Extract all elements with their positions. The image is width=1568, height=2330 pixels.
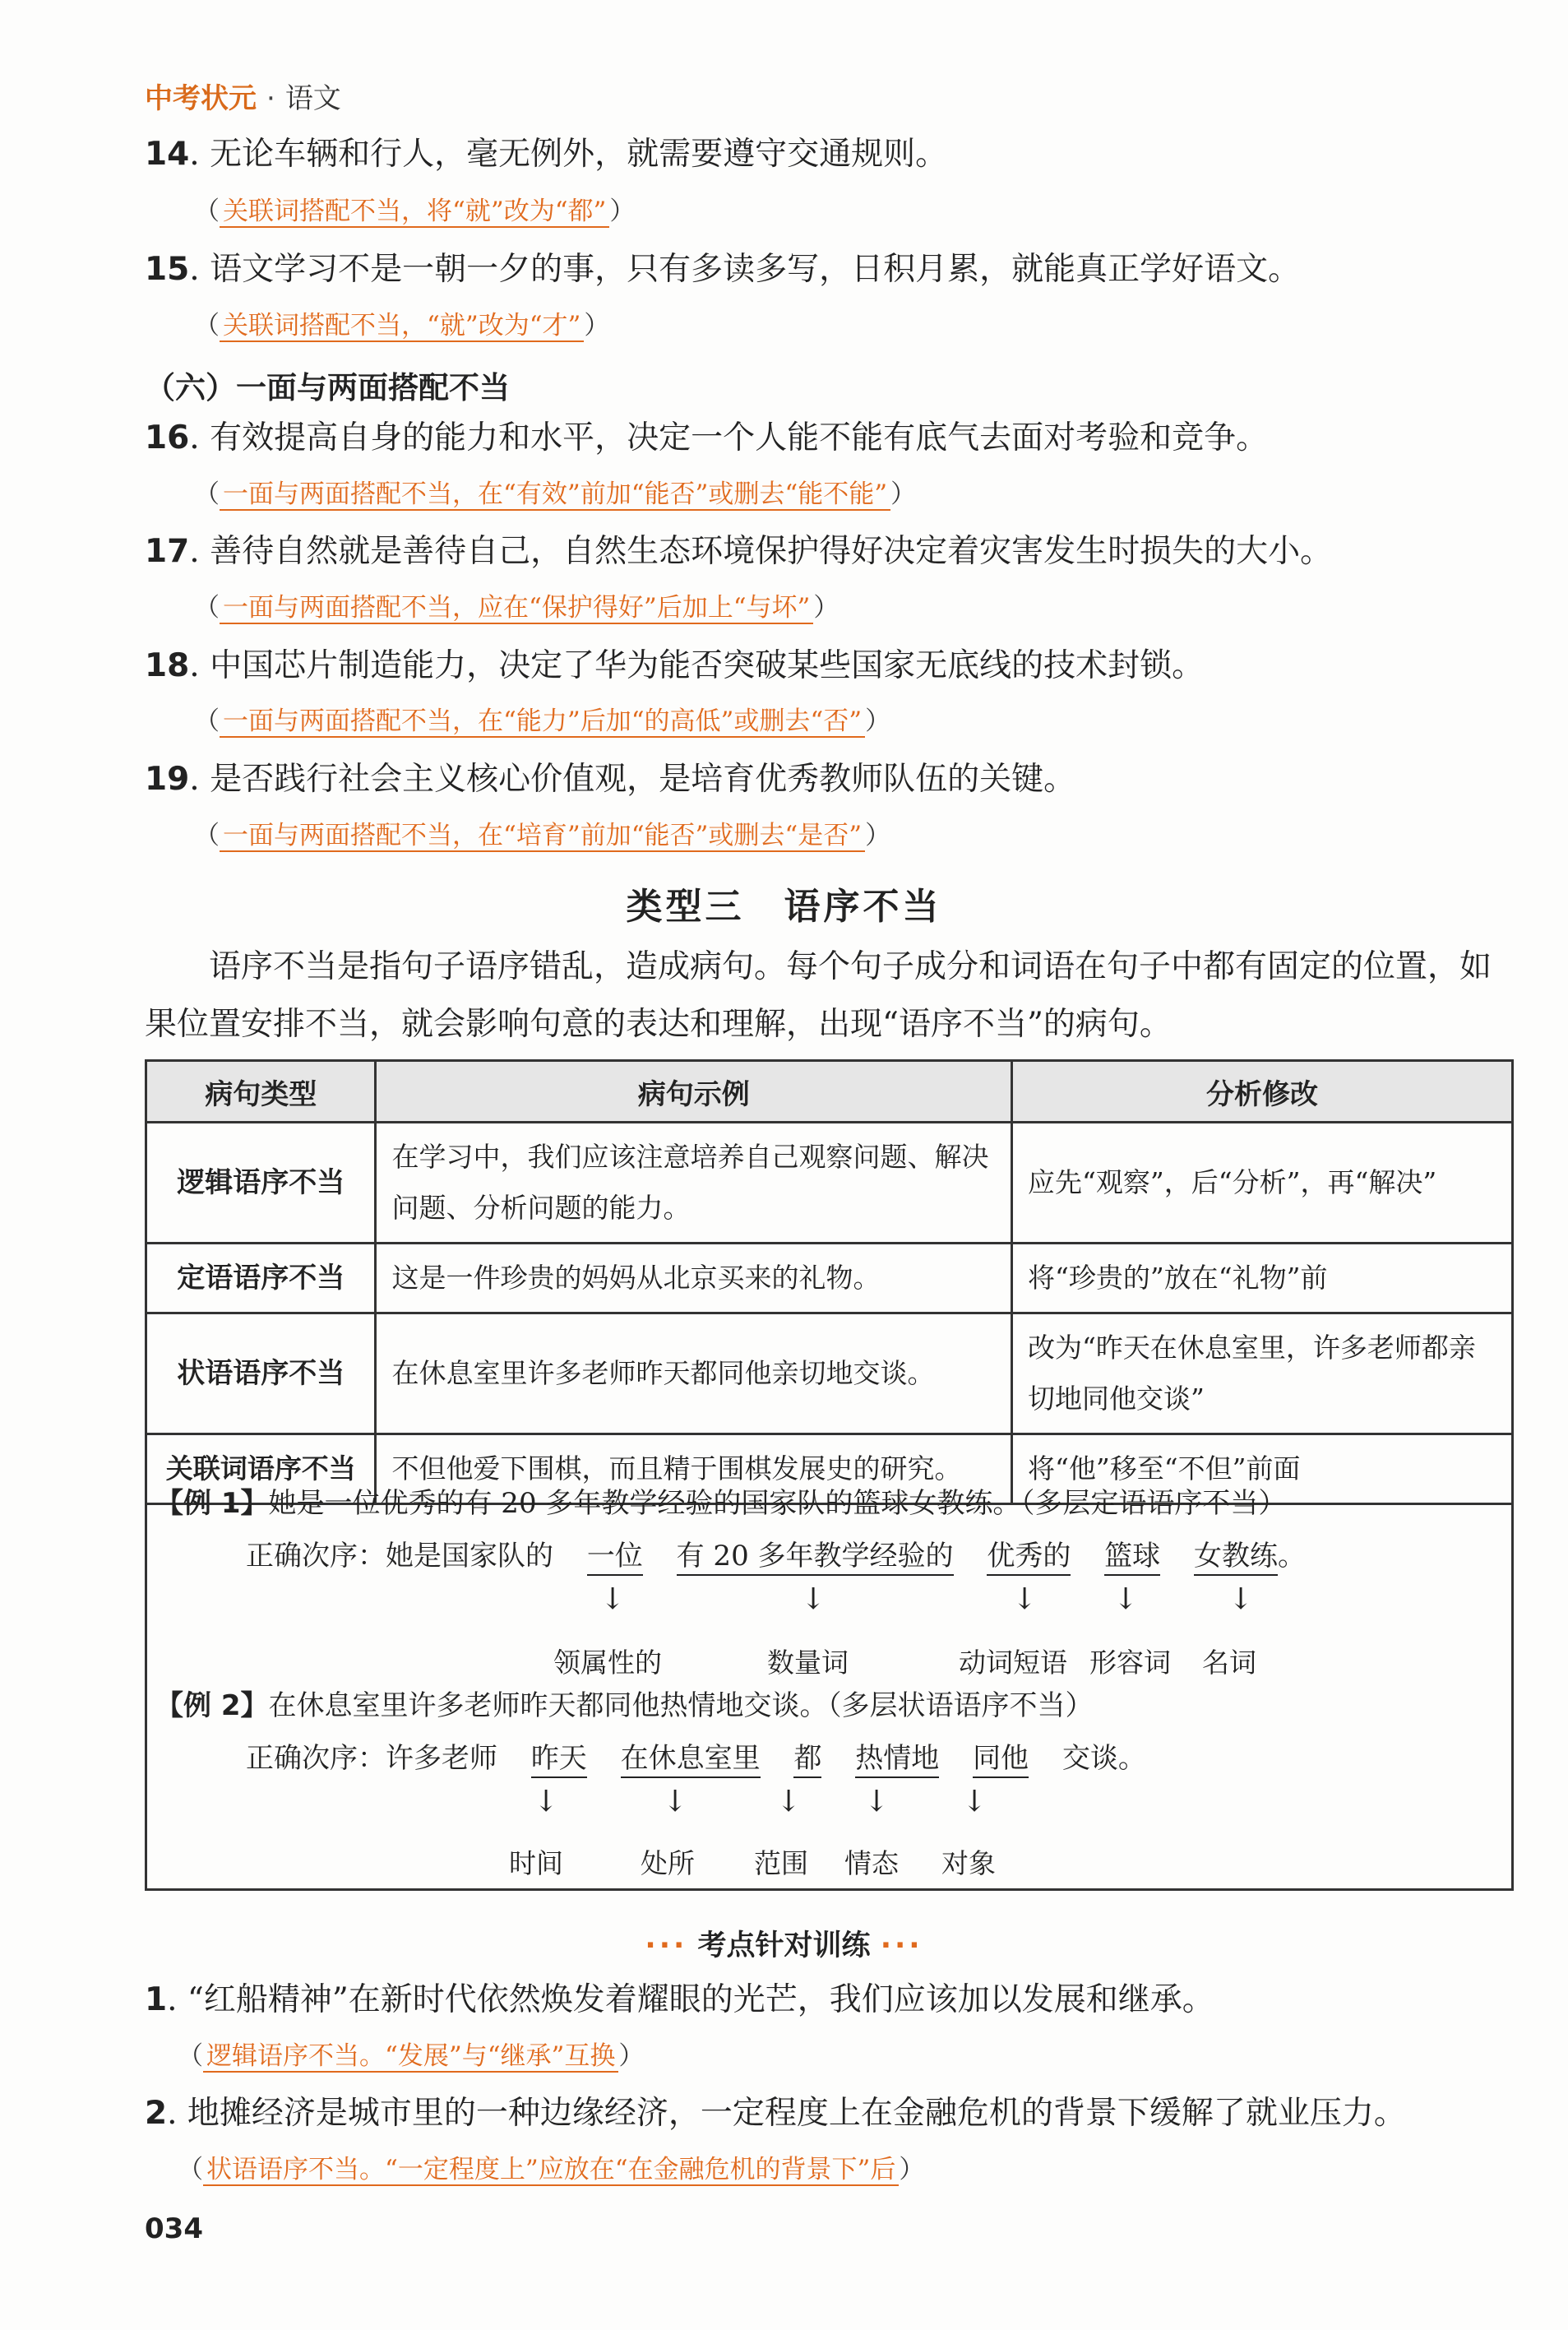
question-number: 16 [145, 419, 190, 456]
question-text: . “红船精神”在新时代依然焕发着耀眼的光芒，我们应该加以发展和继承。 [167, 1981, 1214, 2018]
section-heading: （六）一面与两面搭配不当 [145, 370, 510, 405]
answer-text: 一面与两面搭配不当，在“培育”前加“能否”或删去“是否” [220, 821, 865, 852]
order-prefix: 正确次序：许多老师 [246, 1742, 497, 1775]
order-tag: 数量词 [767, 1647, 849, 1679]
question-text: . 语文学习不是一朝一夕的事，只有多读多写，日积月累，就能真正学好语文。 [189, 251, 1301, 288]
question-number: 19 [145, 761, 190, 798]
arrow-icon: ↓ [864, 1785, 890, 1818]
order-tag: 范围 [754, 1847, 808, 1879]
question-text: . 有效提高自身的能力和水平，决定一个人能不能有底气去面对考验和竞争。 [189, 419, 1269, 456]
order-tag: 时间 [509, 1847, 563, 1879]
arrow-icon: ↓ [801, 1582, 826, 1616]
answer-text: 逻辑语序不当。“发展”与“继承”互换 [203, 2041, 618, 2073]
bracket-close: ） [609, 197, 636, 226]
answer-text: 关联词搭配不当，将“就”改为“都” [220, 197, 609, 228]
order-tag: 情态 [844, 1847, 899, 1879]
bracket-open: （ [178, 2041, 203, 2071]
order-part: 女教练 [1194, 1540, 1278, 1576]
dots-left: ··· [645, 1929, 688, 1962]
answer-text: 关联词搭配不当，“就”改为“才” [220, 311, 584, 342]
question-number: 18 [145, 647, 190, 684]
order-tag: 处所 [641, 1847, 695, 1879]
example-sentence: 在休息室里许多老师昨天都同他热情地交谈。（多层状语语序不当） [268, 1689, 1094, 1722]
question-17 [145, 529, 1332, 575]
training-title: 考点针对训练 [697, 1929, 871, 1962]
examples-box [145, 1467, 1514, 1891]
order-tag: 名词 [1202, 1647, 1256, 1679]
answer-text: 状语语序不当。“一定程度上”应放在“在金融危机的背景下”后 [203, 2155, 899, 2186]
table-header: 病句类型 [146, 1061, 376, 1123]
order-part: 热情地 [855, 1742, 939, 1778]
row-example: 在学习中，我们应该注意培养自己观察问题、解决问题、分析问题的能力。 [376, 1123, 1011, 1244]
question-number: 2 [145, 2095, 168, 2132]
row-fix: 将“珍贵的”放在“礼物”前 [1011, 1244, 1512, 1313]
example-2-order [246, 1735, 1146, 1776]
row-type: 状语语序不当 [146, 1313, 376, 1434]
order-tag: 对象 [941, 1847, 996, 1879]
row-example: 在休息室里许多老师昨天都同他亲切地交谈。 [376, 1313, 1011, 1434]
order-part: 同他 [973, 1742, 1029, 1778]
example-1-order [246, 1533, 1306, 1573]
type-title: 类型三 语序不当 [626, 886, 942, 928]
answer-text: 一面与两面搭配不当，在“有效”前加“能否”或删去“能不能” [220, 479, 890, 511]
question-15 [145, 247, 1300, 293]
training-heading [0, 1923, 1568, 1964]
order-part: 优秀的 [987, 1540, 1071, 1576]
question-14 [145, 132, 947, 178]
bracket-close: ） [865, 706, 891, 736]
order-part: 都 [793, 1742, 821, 1778]
table-row [146, 1244, 1513, 1313]
order-part: 在休息室里 [621, 1742, 761, 1778]
order-prefix: 正确次序：她是国家队的 [246, 1540, 553, 1573]
training-question-2 [145, 2091, 1406, 2137]
bracket-close: ） [865, 821, 891, 850]
bracket-close: ） [899, 2155, 925, 2184]
table-header-row [146, 1061, 1513, 1123]
question-16 [145, 415, 1268, 461]
page-header [145, 76, 341, 116]
order-part: 篮球 [1104, 1540, 1160, 1576]
page-number: 034 [145, 2212, 203, 2245]
example-1-text [155, 1480, 1286, 1521]
question-19 [145, 757, 1075, 803]
answer-16 [194, 474, 916, 515]
order-part: 一位 [587, 1540, 643, 1576]
order-tag: 领属性的 [553, 1647, 662, 1679]
table-header: 分析修改 [1011, 1061, 1512, 1123]
order-part: 昨天 [531, 1742, 587, 1778]
bracket-close: ） [618, 2041, 645, 2071]
example-label: 【例 1】 [155, 1487, 269, 1520]
question-text: . 地摊经济是城市里的一种边缘经济，一定程度上在金融危机的背景下缓解了就业压力。 [167, 2095, 1406, 2132]
row-fix: 应先“观察”，后“分析”，再“解决” [1011, 1123, 1512, 1244]
table-row [146, 1123, 1513, 1244]
error-type-table [145, 1059, 1514, 1505]
dots-right: ··· [880, 1929, 923, 1962]
order-end: 交谈。 [1062, 1742, 1146, 1775]
training-answer-1 [178, 2036, 644, 2077]
intro-line-1: 语序不当是指句子语序错乱，造成病句。每个句子成分和词语在句子中都有固定的位置，如 [209, 948, 1492, 985]
example-sentence: 她是一位优秀的有 20 多年教学经验的国家队的篮球女教练。（多层定语语序不当） [268, 1487, 1287, 1520]
order-part: 有 20 多年教学经验的 [677, 1540, 954, 1576]
bracket-open: （ [194, 821, 220, 850]
question-number: 14 [145, 136, 190, 173]
question-text: . 无论车辆和行人，毫无例外，就需要遵守交通规则。 [189, 136, 948, 173]
arrow-icon: ↓ [776, 1785, 802, 1818]
answer-text: 一面与两面搭配不当，在“能力”后加“的高低”或删去“否” [220, 706, 865, 738]
example-2-text [155, 1683, 1094, 1723]
row-example: 这是一件珍贵的妈妈从北京买来的礼物。 [376, 1244, 1011, 1313]
arrow-icon: ↓ [600, 1582, 626, 1616]
order-tag: 形容词 [1089, 1647, 1171, 1679]
arrow-icon: ↓ [534, 1785, 559, 1818]
arrow-icon: ↓ [962, 1785, 988, 1818]
arrow-icon: ↓ [1228, 1582, 1254, 1616]
bracket-open: （ [194, 593, 220, 623]
question-text: . 中国芯片制造能力，决定了华为能否突破某些国家无底线的技术封锁。 [189, 647, 1205, 684]
question-number: 1 [145, 1981, 168, 2018]
example-label: 【例 2】 [155, 1689, 269, 1722]
arrow-icon: ↓ [1113, 1582, 1139, 1616]
answer-19 [194, 815, 890, 856]
row-fix: 改为“昨天在休息室里，许多老师都亲切地同他交谈” [1011, 1313, 1512, 1434]
bracket-open: （ [194, 479, 220, 509]
order-end: 。 [1277, 1540, 1306, 1573]
row-fix: 将“他”移至“不但”前面 [1011, 1434, 1512, 1504]
bracket-open: （ [194, 706, 220, 736]
question-number: 15 [145, 251, 190, 288]
question-18 [145, 643, 1204, 689]
arrow-icon: ↓ [1012, 1582, 1038, 1616]
row-type: 定语语序不当 [146, 1244, 376, 1313]
answer-18 [194, 701, 890, 742]
arrow-icon: ↓ [663, 1785, 688, 1818]
bracket-open: （ [194, 311, 220, 340]
question-text: . 善待自然就是善待自己，自然生态环境保护得好决定着灾害发生时损失的大小。 [189, 533, 1333, 570]
row-type: 逻辑语序不当 [146, 1123, 376, 1244]
row-type: 关联词语序不当 [146, 1434, 376, 1504]
brand-logo: 中考状元 [145, 82, 257, 115]
answer-text: 一面与两面搭配不当，应在“保护得好”后加上“与坏” [220, 593, 813, 624]
answer-17 [194, 587, 839, 628]
table-row [146, 1313, 1513, 1434]
header-dot: · [266, 82, 275, 115]
question-text: . 是否践行社会主义核心价值观，是培育优秀教师队伍的关键。 [189, 761, 1076, 798]
order-tag: 动词短语 [959, 1647, 1067, 1679]
bracket-close: ） [813, 593, 840, 623]
answer-15 [194, 305, 609, 346]
training-question-1 [145, 1977, 1214, 2023]
answer-14 [194, 191, 635, 232]
question-number: 17 [145, 533, 190, 570]
bracket-open: （ [178, 2155, 203, 2184]
bracket-close: ） [584, 311, 610, 340]
bracket-close: ） [890, 479, 917, 509]
bracket-open: （ [194, 197, 220, 226]
table-header: 病句示例 [376, 1061, 1011, 1123]
subject-label: 语文 [284, 82, 341, 115]
training-answer-2 [178, 2149, 924, 2190]
row-example: 不但他爱下围棋，而且精于围棋发展史的研究。 [376, 1434, 1011, 1504]
intro-line-2: 果位置安排不当，就会影响句意的表达和理解，出现“语序不当”的病句。 [145, 1006, 1172, 1043]
